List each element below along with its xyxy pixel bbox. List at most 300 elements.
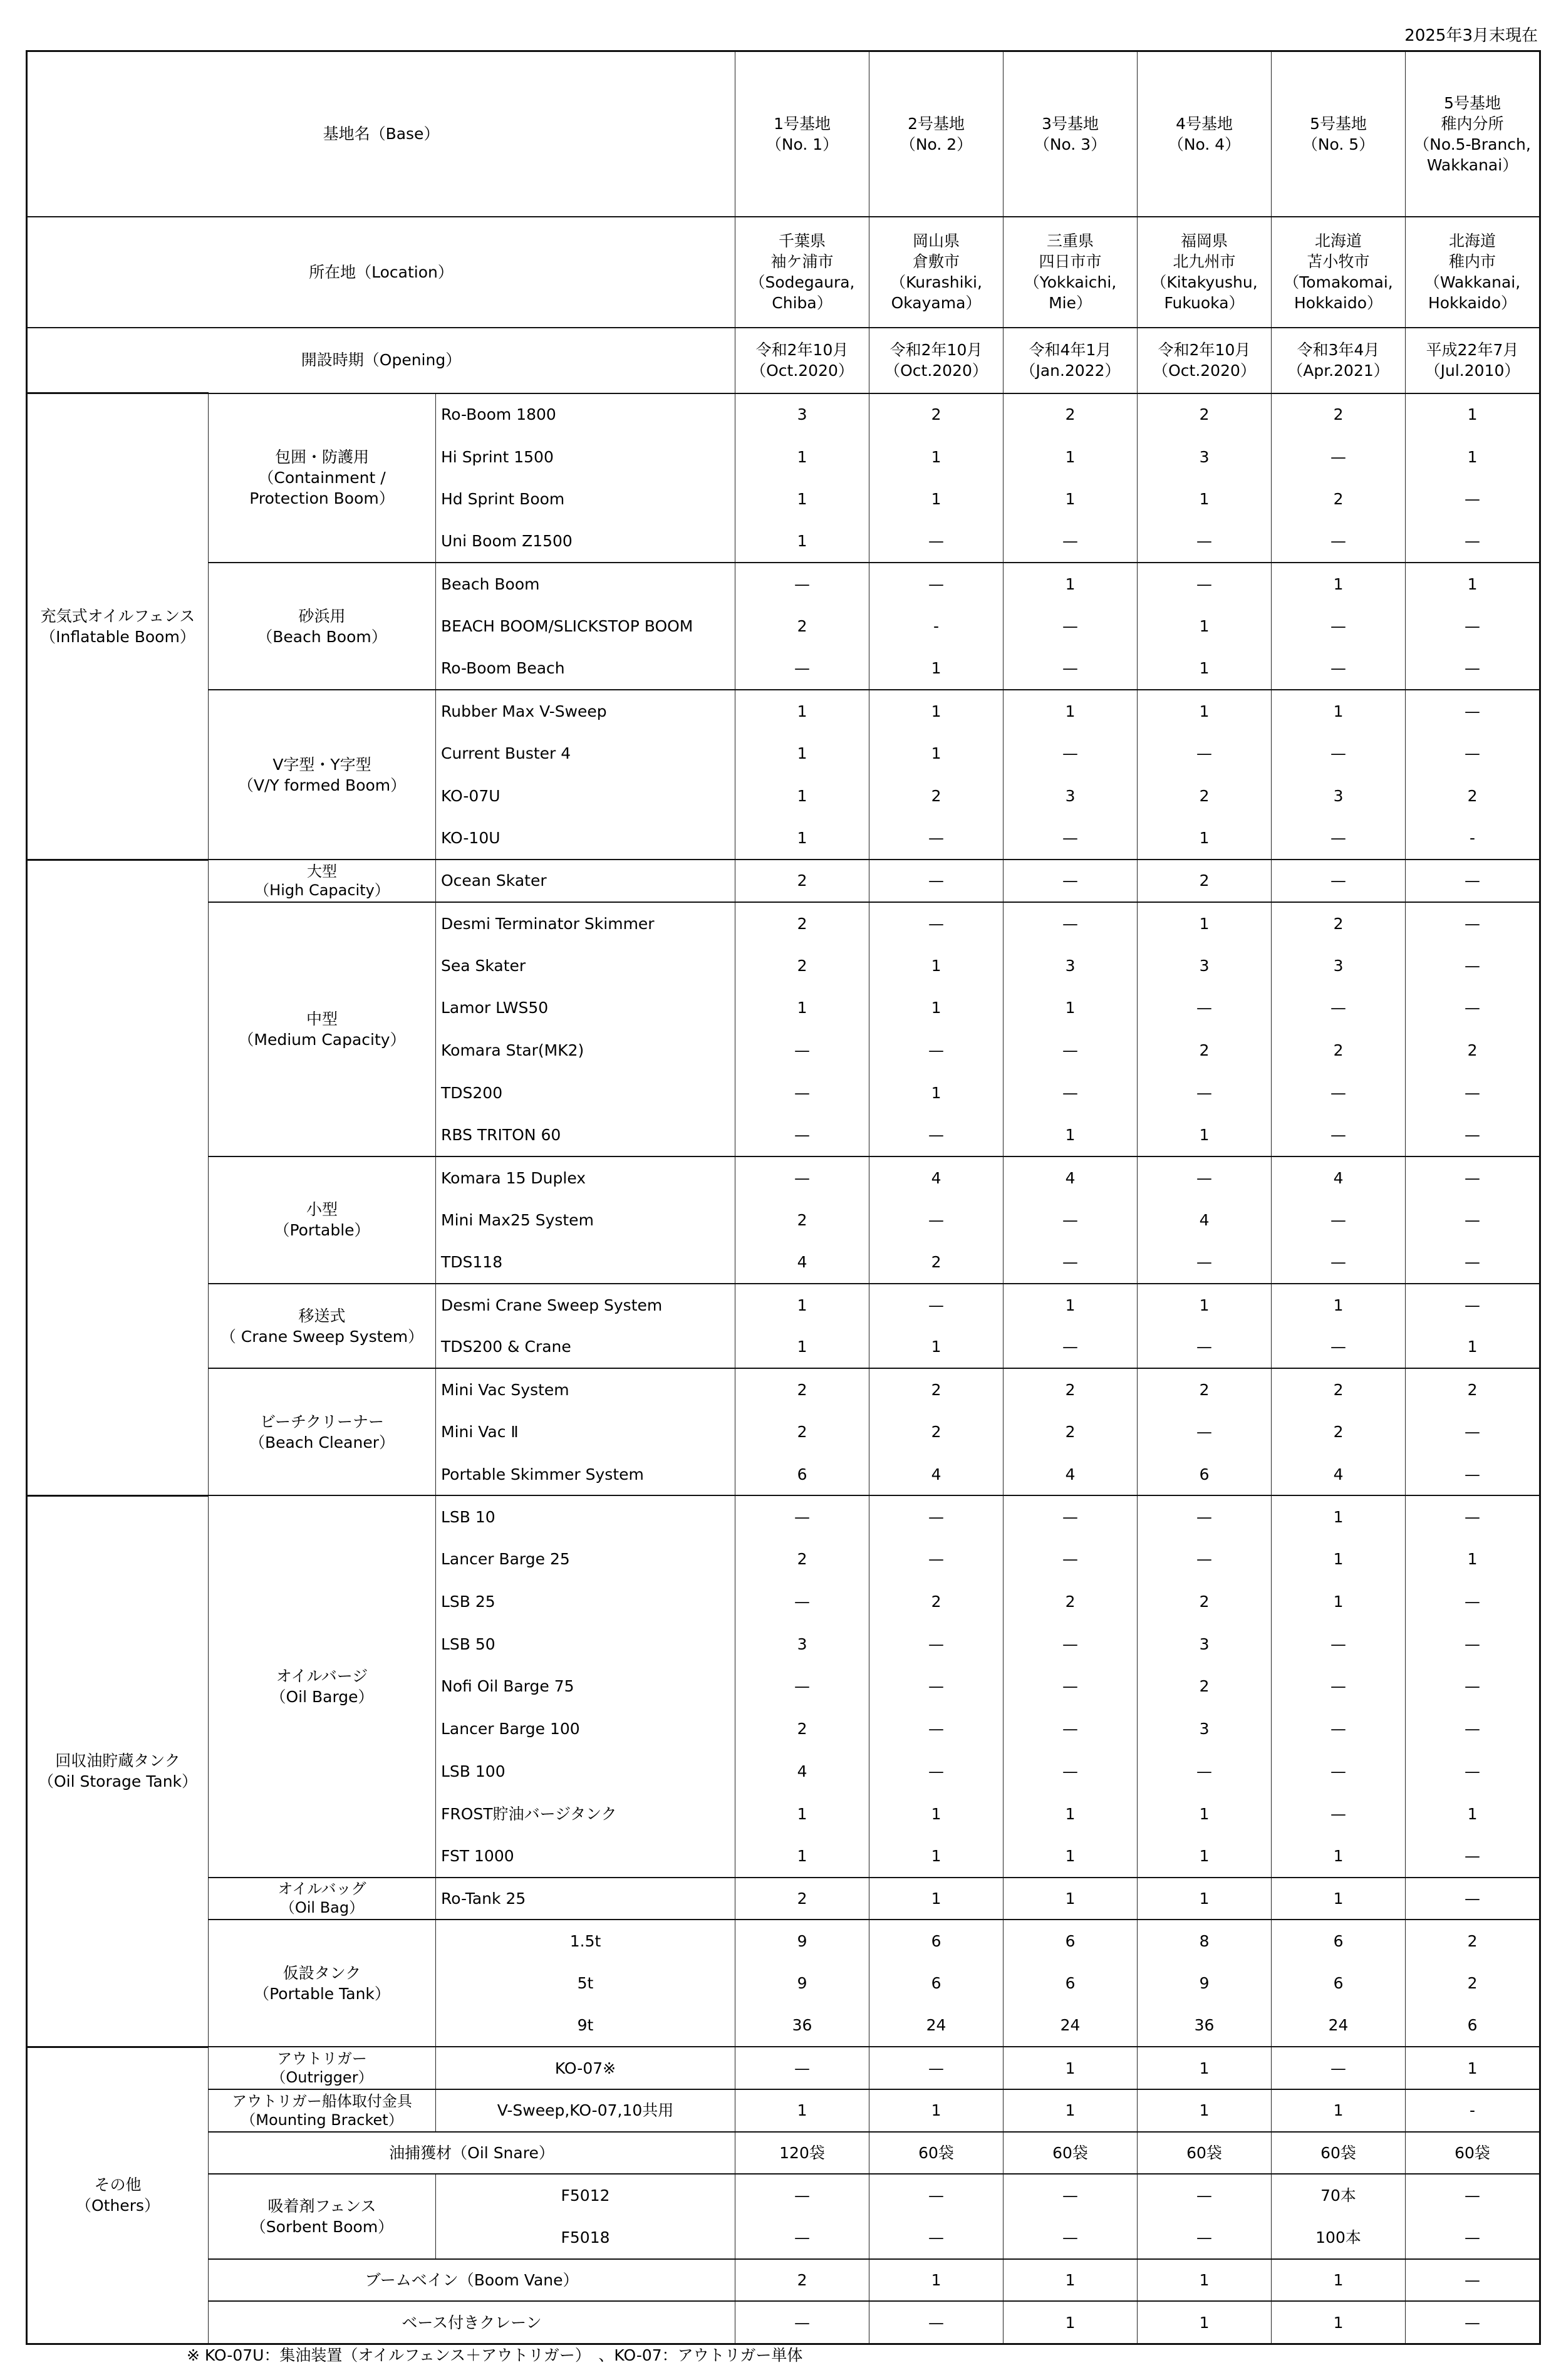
item-label: 油捕獲材（Oil Snare） (209, 2132, 735, 2175)
opening-cell (1272, 328, 1406, 393)
value-cell: — (1272, 1114, 1406, 1156)
item-name: RBS TRITON 60 (436, 1114, 735, 1156)
value-cell: 60袋 (1272, 2132, 1406, 2175)
value-cell: — (869, 817, 1003, 860)
value-cell: 2 (1138, 1665, 1272, 1708)
value-cell: 1 (735, 435, 869, 478)
value-cell: — (1406, 902, 1540, 945)
group-label (209, 1878, 436, 1920)
value-cell: — (1003, 902, 1138, 945)
item-label: ブームベイン（Boom Vane） (209, 2259, 735, 2302)
value-cell: — (1272, 732, 1406, 775)
value-cell: — (1406, 1835, 1540, 1878)
table-row (27, 2047, 1540, 2089)
value-cell: 1 (1138, 690, 1272, 732)
item-name: F5018 (436, 2216, 735, 2259)
value-cell: 2 (1272, 1411, 1406, 1453)
value-cell: 1 (1406, 1538, 1540, 1581)
value-cell: 2 (1003, 1411, 1138, 1453)
group-label-line: V字型・Y字型 (272, 755, 371, 774)
value-cell: — (1406, 1241, 1540, 1284)
value-cell: 2 (735, 1878, 869, 1920)
opening-line: 令和3年4月 (1297, 341, 1380, 359)
group-label-line: ビーチクリーナー (259, 1412, 384, 1431)
opening-header: 開設時期（Opening） (27, 328, 735, 393)
table-row (27, 1878, 1540, 1920)
item-name: Desmi Crane Sweep System (436, 1284, 735, 1326)
group-label (209, 860, 436, 902)
value-cell: — (1406, 648, 1540, 690)
value-cell: 2 (1138, 393, 1272, 436)
value-cell: 2 (735, 860, 869, 902)
group-label-line: （Beach Cleaner） (249, 1433, 395, 1452)
item-name: Mini Vac System (436, 1368, 735, 1411)
value-cell: - (869, 605, 1003, 648)
value-cell: 36 (735, 2005, 869, 2047)
opening-cell (869, 328, 1003, 393)
value-cell: 1 (869, 1326, 1003, 1369)
section-label (27, 2047, 209, 2344)
group-label-line: 大型 (307, 862, 337, 880)
opening-line: 平成22年7月 (1426, 341, 1519, 359)
value-cell: 2 (869, 775, 1003, 818)
group-label (209, 1368, 436, 1495)
location-line: 福岡県 (1181, 232, 1228, 250)
value-cell: 1 (1003, 2259, 1138, 2302)
value-cell: 1 (1272, 2089, 1406, 2132)
group-label-line: （Beach Boom） (257, 627, 387, 646)
value-cell: — (1272, 605, 1406, 648)
opening-line: （Jan.2022） (1020, 361, 1121, 380)
table-row (27, 690, 1540, 732)
value-cell: 4 (1003, 1453, 1138, 1496)
table-row (27, 2132, 1540, 2175)
base-name-row (27, 51, 1540, 217)
value-cell: — (735, 563, 869, 605)
value-cell: — (1406, 1114, 1540, 1156)
group-label (209, 2089, 436, 2132)
value-cell: — (735, 648, 869, 690)
item-name: Ro-Boom Beach (436, 648, 735, 690)
value-cell: 2 (735, 605, 869, 648)
value-cell: 2 (869, 1368, 1003, 1411)
section-label-line: （Others） (75, 2196, 160, 2215)
value-cell: — (1003, 1538, 1138, 1581)
table-row (27, 2301, 1540, 2344)
value-cell: — (869, 1114, 1003, 1156)
value-cell: 6 (735, 1453, 869, 1496)
value-cell: 6 (1406, 2005, 1540, 2047)
value-cell: 1 (869, 944, 1003, 987)
location-cell (1272, 217, 1406, 328)
value-cell: — (869, 1708, 1003, 1750)
item-name: F5012 (436, 2174, 735, 2216)
item-name: Hd Sprint Boom (436, 478, 735, 521)
value-cell: — (1003, 605, 1138, 648)
value-cell: 1 (1003, 2301, 1138, 2344)
location-line: Chiba） (772, 294, 832, 312)
value-cell: — (1003, 648, 1138, 690)
value-cell: 3 (1138, 1708, 1272, 1750)
value-cell: 3 (1272, 775, 1406, 818)
value-cell: 1 (735, 478, 869, 521)
value-cell: — (869, 860, 1003, 902)
opening-line: （Apr.2021） (1287, 361, 1389, 380)
value-cell: 1 (1138, 1835, 1272, 1878)
group-label (209, 1920, 436, 2047)
value-cell: — (1272, 987, 1406, 1029)
base-name-line: 5号基地 (1444, 93, 1501, 112)
value-cell: 2 (1406, 1920, 1540, 1962)
item-name: Hi Sprint 1500 (436, 435, 735, 478)
value-cell: — (1406, 732, 1540, 775)
value-cell: 2 (1138, 1029, 1272, 1072)
item-name: Ocean Skater (436, 860, 735, 902)
opening-line: 令和2年10月 (889, 341, 983, 359)
value-cell: — (1406, 987, 1540, 1029)
location-line: 千葉県 (779, 232, 826, 250)
value-cell: — (735, 2301, 869, 2344)
value-cell: 1 (869, 648, 1003, 690)
value-cell: 1 (1003, 1878, 1138, 1920)
value-cell: — (1003, 1623, 1138, 1665)
value-cell: — (1406, 1878, 1540, 1920)
group-label-line: （Portable Tank） (254, 1984, 390, 2003)
value-cell: 4 (735, 1750, 869, 1793)
value-cell: 1 (735, 987, 869, 1029)
value-cell: — (1003, 2216, 1138, 2259)
value-cell: — (1406, 521, 1540, 563)
base-name-cell (735, 51, 869, 217)
item-label: ベース付きクレーン (209, 2301, 735, 2344)
group-label-line: 包囲・防護用 (274, 448, 369, 467)
value-cell: — (869, 1665, 1003, 1708)
value-cell: 1 (1138, 605, 1272, 648)
value-cell: — (1003, 1072, 1138, 1115)
table-row (27, 1368, 1540, 1411)
value-cell: 2 (735, 1411, 869, 1453)
value-cell: 4 (735, 1241, 869, 1284)
value-cell: 1 (869, 2089, 1003, 2132)
location-line: 袖ケ浦市 (770, 252, 834, 271)
value-cell: — (735, 2174, 869, 2216)
value-cell: — (1406, 1156, 1540, 1199)
value-cell: 6 (1272, 1920, 1406, 1962)
opening-line: （Jul.2010） (1424, 361, 1520, 380)
value-cell: 24 (1003, 2005, 1138, 2047)
location-line: 倉敷市 (913, 252, 960, 271)
value-cell: — (869, 1495, 1003, 1538)
group-label-line: （Containment / (258, 469, 386, 487)
value-cell: — (735, 1581, 869, 1623)
group-label-line: （Portable） (274, 1221, 370, 1240)
group-label (209, 2174, 436, 2258)
group-label-line: （ Crane Sweep System） (220, 1327, 424, 1346)
group-label (209, 2047, 436, 2089)
value-cell: 6 (869, 1920, 1003, 1962)
value-cell: 1 (1138, 2259, 1272, 2302)
value-cell: 1 (869, 1792, 1003, 1835)
value-cell: — (1406, 1453, 1540, 1496)
table-row (27, 563, 1540, 605)
value-cell: — (1272, 1072, 1406, 1115)
value-cell: - (1406, 2089, 1540, 2132)
value-cell: 1 (1138, 1878, 1272, 1920)
location-cell (869, 217, 1003, 328)
value-cell: 3 (1138, 1623, 1272, 1665)
location-cell (1138, 217, 1272, 328)
value-cell: 1 (735, 1326, 869, 1369)
value-cell: — (1272, 1750, 1406, 1793)
item-name: Portable Skimmer System (436, 1453, 735, 1496)
group-label-line: （V/Y formed Boom） (237, 776, 407, 794)
value-cell: — (1003, 860, 1138, 902)
value-cell: 2 (869, 1581, 1003, 1623)
value-cell: 3 (1138, 435, 1272, 478)
section-label (27, 860, 209, 1495)
location-line: Okayama） (891, 294, 982, 312)
value-cell: — (1406, 2301, 1540, 2344)
group-label-line: 吸着剤フェンス (267, 2197, 376, 2216)
value-cell: 100本 (1272, 2216, 1406, 2259)
base-name-line: （No. 1） (765, 135, 839, 153)
value-cell: 2 (869, 1411, 1003, 1453)
value-cell: 2 (1272, 478, 1406, 521)
value-cell: 2 (1272, 1368, 1406, 1411)
value-cell: 1 (869, 987, 1003, 1029)
base-name-line: 4号基地 (1176, 114, 1233, 133)
value-cell: 60袋 (869, 2132, 1003, 2175)
value-cell: — (1272, 435, 1406, 478)
item-name: KO-07U (436, 775, 735, 818)
value-cell: — (869, 1623, 1003, 1665)
location-row (27, 217, 1540, 328)
table-row (27, 2089, 1540, 2132)
location-line: Mie） (1049, 294, 1092, 312)
value-cell: 1 (869, 435, 1003, 478)
group-label-line: 砂浜用 (298, 606, 346, 625)
table-row (27, 1284, 1540, 1326)
section-label-line: 充気式オイルフェンス (40, 606, 195, 625)
value-cell: 1 (1138, 2301, 1272, 2344)
section-label (27, 1495, 209, 2047)
group-label-line: 移送式 (298, 1306, 346, 1325)
value-cell: 1 (1272, 1835, 1406, 1878)
value-cell: 2 (1272, 902, 1406, 945)
item-name: Mini Max25 System (436, 1199, 735, 1242)
location-line: Hokkaido） (1294, 294, 1383, 312)
group-label-line: （High Capacity） (254, 881, 390, 899)
item-name: 1.5t (436, 1920, 735, 1962)
table-row (27, 1920, 1540, 1962)
item-name: Komara Star(MK2) (436, 1029, 735, 1072)
value-cell: — (869, 902, 1003, 945)
item-name: TDS118 (436, 1241, 735, 1284)
opening-line: 令和2年10月 (1158, 341, 1251, 359)
base-name-cell (1003, 51, 1138, 217)
base-name-line: （No. 3） (1034, 135, 1107, 153)
value-cell: 2 (735, 1368, 869, 1411)
location-line: 北海道 (1315, 232, 1362, 250)
value-cell: 1 (735, 690, 869, 732)
value-cell: 24 (1272, 2005, 1406, 2047)
value-cell: 1 (1003, 1114, 1138, 1156)
location-line: 稚内市 (1449, 252, 1496, 271)
value-cell: 70本 (1272, 2174, 1406, 2216)
value-cell: 1 (1272, 1878, 1406, 1920)
item-name: LSB 50 (436, 1623, 735, 1665)
value-cell: 60袋 (1406, 2132, 1540, 2175)
value-cell: 60袋 (1138, 2132, 1272, 2175)
value-cell: — (1003, 521, 1138, 563)
base-name-line: （No. 5） (1302, 135, 1375, 153)
value-cell: 1 (1003, 563, 1138, 605)
location-line: 北九州市 (1173, 252, 1236, 271)
value-cell: 1 (735, 2089, 869, 2132)
value-cell: 1 (1003, 987, 1138, 1029)
location-line: （Tomakomai, (1283, 273, 1393, 291)
item-name: Sea Skater (436, 944, 735, 987)
group-label (209, 393, 436, 563)
item-name: Uni Boom Z1500 (436, 521, 735, 563)
table-row (27, 2259, 1540, 2302)
value-cell: 2 (1003, 1368, 1138, 1411)
base-name-line: （No. 4） (1168, 135, 1241, 153)
value-cell: 1 (1138, 817, 1272, 860)
location-line: Hokkaido） (1428, 294, 1517, 312)
item-name: Current Buster 4 (436, 732, 735, 775)
value-cell: 4 (1003, 1156, 1138, 1199)
location-line: （Kitakyushu, (1151, 273, 1258, 291)
base-name-header: 基地名（Base） (27, 51, 735, 217)
location-cell (735, 217, 869, 328)
location-line: Fukuoka） (1164, 294, 1245, 312)
value-cell: 3 (1003, 944, 1138, 987)
value-cell: — (1138, 2216, 1272, 2259)
equipment-inventory-table (26, 50, 1541, 2345)
value-cell: 36 (1138, 2005, 1272, 2047)
item-name: FST 1000 (436, 1835, 735, 1878)
opening-line: 令和2年10月 (755, 341, 849, 359)
location-line: （Sodegaura, (749, 273, 855, 291)
group-label-line: Protection Boom） (249, 489, 395, 508)
group-label-line: 中型 (306, 1009, 338, 1028)
value-cell: — (735, 2047, 869, 2089)
value-cell: 6 (1003, 1962, 1138, 2005)
base-name-cell (1138, 51, 1272, 217)
value-cell: 1 (869, 1878, 1003, 1920)
table-row (27, 393, 1540, 436)
location-cell (1003, 217, 1138, 328)
group-label-line: （Mounting Bracket） (241, 2111, 403, 2129)
value-cell: 6 (869, 1962, 1003, 2005)
value-cell: 1 (1406, 1792, 1540, 1835)
location-line: （Yokkaichi, (1024, 273, 1117, 291)
value-cell: — (1003, 1199, 1138, 1242)
value-cell: 1 (869, 1835, 1003, 1878)
value-cell: — (1272, 817, 1406, 860)
value-cell: 2 (869, 393, 1003, 436)
group-label-line: （Oil Bag） (279, 1899, 365, 1917)
value-cell: — (869, 1029, 1003, 1072)
location-cell (1406, 217, 1540, 328)
value-cell: — (735, 1495, 869, 1538)
value-cell: — (1406, 1072, 1540, 1115)
value-cell: 2 (1138, 1368, 1272, 1411)
value-cell: — (869, 2216, 1003, 2259)
value-cell: 1 (1003, 2089, 1138, 2132)
item-name: LSB 10 (436, 1495, 735, 1538)
value-cell: 2 (1138, 1581, 1272, 1623)
value-cell: — (1138, 1156, 1272, 1199)
value-cell: — (1138, 987, 1272, 1029)
value-cell: — (1406, 1750, 1540, 1793)
value-cell: 1 (1138, 478, 1272, 521)
value-cell: — (1272, 1708, 1406, 1750)
value-cell: — (1406, 690, 1540, 732)
value-cell: — (735, 1114, 869, 1156)
value-cell: 9 (735, 1962, 869, 2005)
value-cell: 1 (735, 817, 869, 860)
value-cell: — (1406, 1411, 1540, 1453)
value-cell: — (735, 1029, 869, 1072)
value-cell: — (1272, 1623, 1406, 1665)
item-name: Lancer Barge 25 (436, 1538, 735, 1581)
value-cell: — (1272, 860, 1406, 902)
group-label (209, 690, 436, 860)
item-name: Nofi Oil Barge 75 (436, 1665, 735, 1708)
value-cell: — (1406, 944, 1540, 987)
value-cell: 2 (1406, 775, 1540, 818)
value-cell: 1 (735, 1835, 869, 1878)
value-cell: — (1406, 1708, 1540, 1750)
opening-cell (1406, 328, 1540, 393)
item-name: V-Sweep,KO-07,10共用 (436, 2089, 735, 2132)
value-cell: — (1003, 1495, 1138, 1538)
value-cell: — (1003, 1750, 1138, 1793)
group-label-line: （Medium Capacity） (238, 1030, 406, 1049)
value-cell: — (1003, 1708, 1138, 1750)
value-cell: — (735, 1665, 869, 1708)
location-line: 三重県 (1047, 232, 1094, 250)
base-name-line: 3号基地 (1042, 114, 1099, 133)
as-of-date: 2025年3月末現在 (1404, 26, 1538, 45)
section-label-line: （Oil Storage Tank） (38, 1772, 198, 1791)
base-name-line: （No.5-Branch, (1414, 135, 1531, 153)
value-cell: — (869, 1284, 1003, 1326)
value-cell: — (1272, 1241, 1406, 1284)
value-cell: — (1272, 648, 1406, 690)
base-name-line: 2号基地 (908, 114, 965, 133)
value-cell: — (1138, 1326, 1272, 1369)
value-cell: 2 (1003, 393, 1138, 436)
item-name: Lancer Barge 100 (436, 1708, 735, 1750)
value-cell: 1 (1138, 902, 1272, 945)
value-cell: — (1406, 2259, 1540, 2302)
value-cell: — (1138, 1538, 1272, 1581)
table-row (27, 902, 1540, 945)
value-cell: 1 (1003, 2047, 1138, 2089)
value-cell: 1 (735, 732, 869, 775)
value-cell: 1 (735, 775, 869, 818)
group-label-line: オイルバージ (276, 1666, 368, 1685)
value-cell: — (735, 2216, 869, 2259)
value-cell: 2 (735, 944, 869, 987)
value-cell: - (1406, 817, 1540, 860)
item-name: 5t (436, 1962, 735, 2005)
item-name: Beach Boom (436, 563, 735, 605)
item-name: LSB 100 (436, 1750, 735, 1793)
